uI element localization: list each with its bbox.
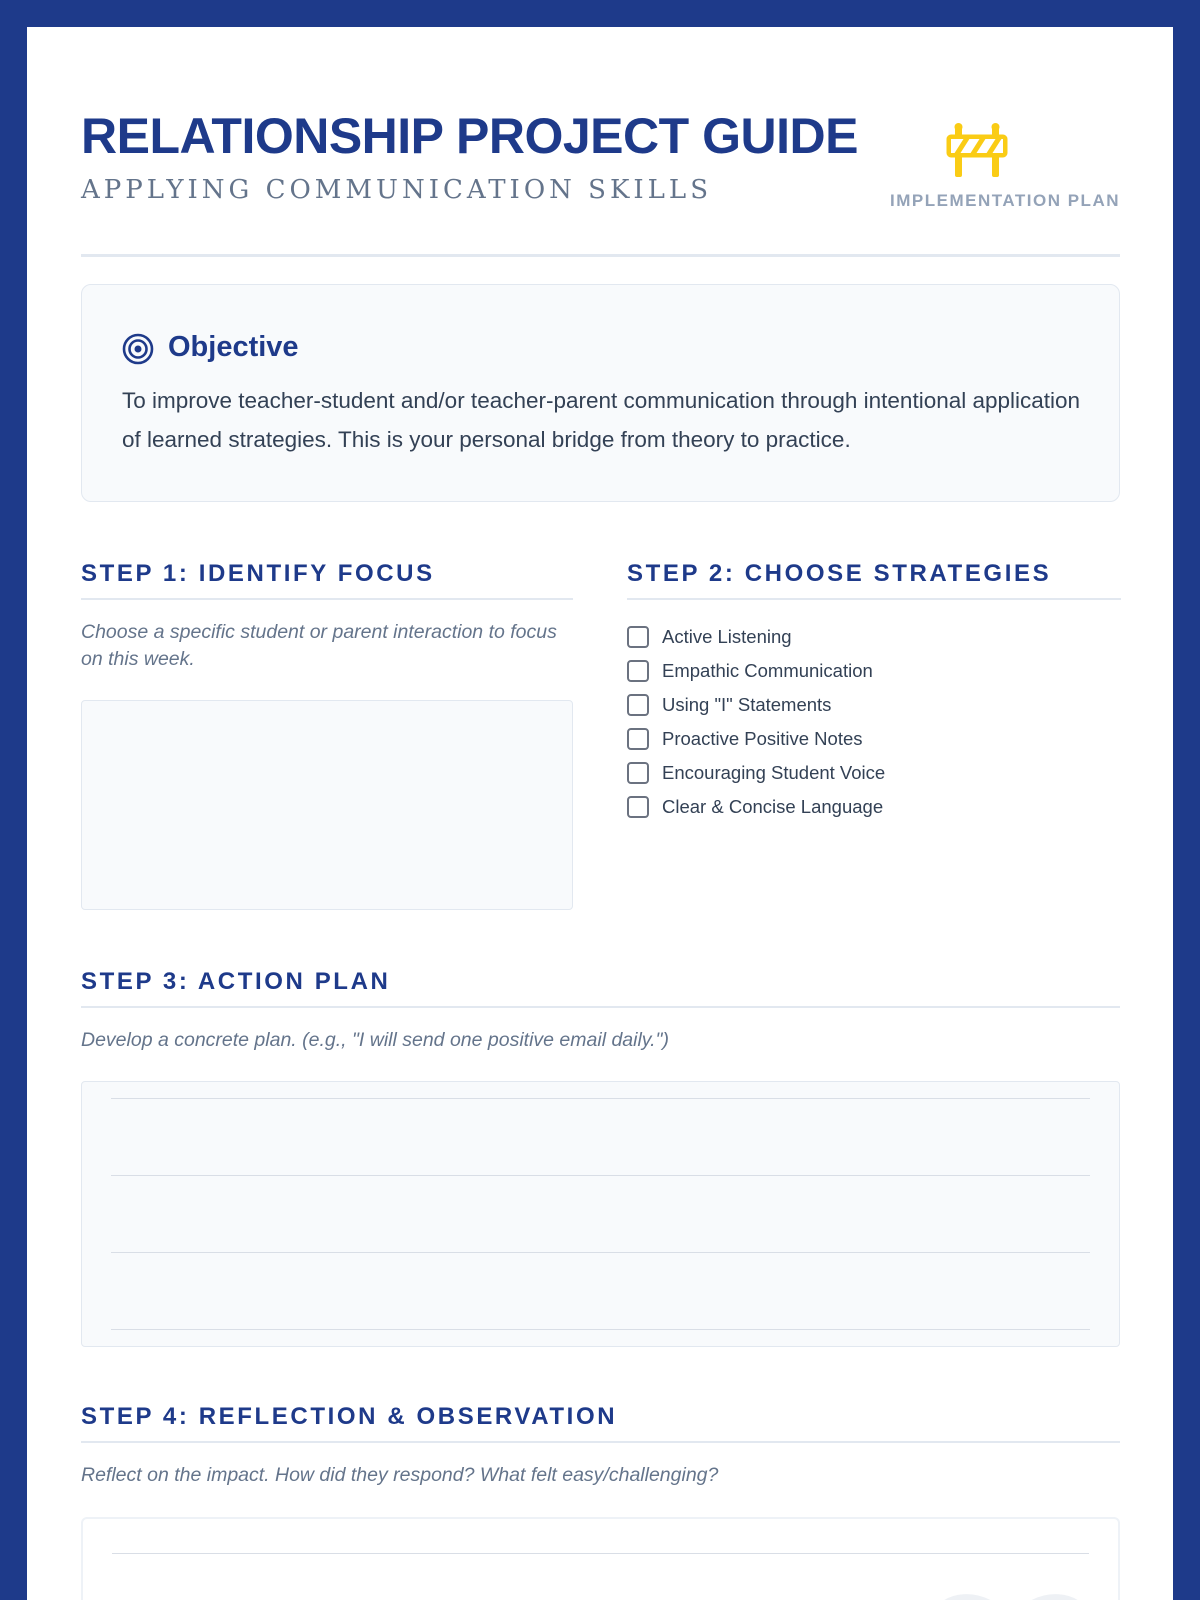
writing-line <box>111 1098 1090 1099</box>
strategy-checkbox[interactable] <box>627 694 649 716</box>
step4-heading: STEP 4: REFLECTION & OBSERVATION <box>81 1403 1120 1443</box>
strategy-item[interactable] <box>627 654 1121 688</box>
strategy-checkbox[interactable] <box>627 728 649 750</box>
strategy-checklist <box>627 620 1121 824</box>
step1-hint: Choose a specific student or parent interaction to focus on this week. <box>81 621 557 670</box>
strategy-label: Empathic Communication <box>662 660 873 681</box>
writing-line <box>111 1175 1090 1176</box>
objective-card <box>81 284 1120 502</box>
target-icon <box>122 333 154 365</box>
implementation-plan-label: IMPLEMENTATION PLAN <box>890 191 1120 210</box>
writing-line <box>111 1252 1090 1253</box>
step3-hint: Develop a concrete plan. (e.g., "I will send one positive email daily.") <box>81 1029 669 1051</box>
strategy-checkbox[interactable] <box>627 796 649 818</box>
step4-hint: Reflect on the impact. How did they respond? What felt easy/challenging? <box>81 1464 719 1486</box>
step3-heading: STEP 3: ACTION PLAN <box>81 968 1120 1008</box>
strategy-checkbox[interactable] <box>627 762 649 784</box>
strategy-label: Active Listening <box>662 626 792 647</box>
step2-heading: STEP 2: CHOOSE STRATEGIES <box>627 560 1121 600</box>
road-barrier-icon <box>945 121 1009 179</box>
page-subtitle: APPLYING COMMUNICATION SKILLS <box>81 175 713 205</box>
strategy-item[interactable] <box>627 790 1121 824</box>
heart-outline-icon <box>911 1569 1111 1600</box>
strategy-item[interactable] <box>627 756 1121 790</box>
strategy-checkbox[interactable] <box>627 626 649 648</box>
strategy-item[interactable] <box>627 620 1121 654</box>
page-title: RELATIONSHIP PROJECT GUIDE <box>81 108 858 164</box>
strategy-label: Proactive Positive Notes <box>662 728 863 749</box>
objective-heading: Objective <box>168 331 299 363</box>
strategy-label: Encouraging Student Voice <box>662 762 886 783</box>
writing-line <box>112 1553 1089 1554</box>
objective-text: To improve teacher-student and/or teacher-parent communication through intentional application of learned strategies. This is your personal bridge from theory to practice. <box>122 388 1081 452</box>
strategy-label: Using "I" Statements <box>662 694 832 715</box>
writing-line <box>111 1329 1090 1330</box>
worksheet-page <box>27 27 1173 1600</box>
strategy-checkbox[interactable] <box>627 660 649 682</box>
strategy-item[interactable] <box>627 722 1121 756</box>
strategy-label: Clear & Concise Language <box>662 796 884 817</box>
reflection-input-area[interactable] <box>81 1517 1120 1600</box>
page-header <box>81 79 1120 257</box>
action-plan-input-area[interactable] <box>81 1081 1120 1347</box>
strategy-item[interactable] <box>627 688 1121 722</box>
focus-input-area[interactable] <box>81 700 573 910</box>
step1-heading: STEP 1: IDENTIFY FOCUS <box>81 560 573 600</box>
